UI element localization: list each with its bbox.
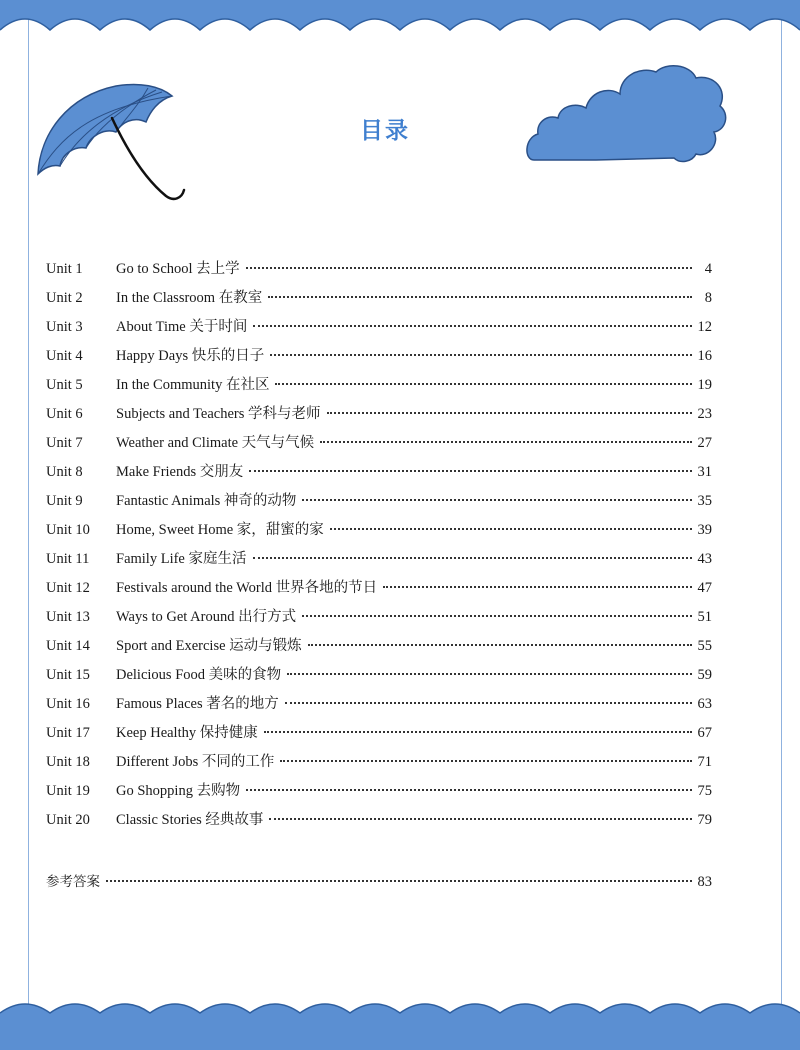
toc-entry-answers[interactable] <box>46 870 712 891</box>
bottom-scalloped-border <box>0 995 800 1050</box>
toc-title: Festivals around the World 世界各地的节日 <box>116 580 378 596</box>
toc-entry-unit-18[interactable] <box>46 750 712 779</box>
toc-title: Fantastic Animals 神奇的动物 <box>116 493 297 509</box>
toc-title: Different Jobs 不同的工作 <box>116 754 275 770</box>
toc-title: Famous Places 著名的地方 <box>116 696 279 712</box>
toc-leader-dots <box>330 528 692 530</box>
toc-page-number: 27 <box>697 435 712 451</box>
toc-entry-unit-10[interactable] <box>46 518 712 547</box>
toc-unit-label: Unit 12 <box>46 580 90 596</box>
toc-page-number: 16 <box>697 348 712 364</box>
toc-entry-unit-14[interactable] <box>46 634 712 663</box>
toc-unit-label: Unit 4 <box>46 348 83 364</box>
toc-page-number: 12 <box>697 319 712 335</box>
toc-entry-unit-20[interactable] <box>46 808 712 837</box>
toc-page-number: 39 <box>697 522 712 538</box>
toc-page-number: 51 <box>697 609 712 625</box>
toc-title: Family Life 家庭生活 <box>116 551 247 567</box>
toc-entry-unit-3[interactable] <box>46 315 712 344</box>
toc-unit-label: Unit 11 <box>46 551 90 567</box>
answers-page-number: 83 <box>697 874 712 890</box>
toc-leader-dots <box>270 354 691 356</box>
toc-page-number: 55 <box>697 638 712 654</box>
toc-page-number: 35 <box>697 493 712 509</box>
toc-entry-unit-7[interactable] <box>46 431 712 460</box>
toc-unit-label: Unit 19 <box>46 783 90 799</box>
umbrella-icon <box>30 78 200 210</box>
toc-leader-dots <box>383 586 691 588</box>
page-title: 目录 <box>360 118 410 144</box>
toc-title: Subjects and Teachers 学科与老师 <box>116 406 321 422</box>
toc-title: Sport and Exercise 运动与锻炼 <box>116 638 302 654</box>
toc-page-number: 23 <box>697 406 712 422</box>
toc-leader-dots <box>268 296 692 298</box>
toc-leader-dots <box>253 325 691 327</box>
toc-page-number: 79 <box>697 812 712 828</box>
toc-entry-unit-11[interactable] <box>46 547 712 576</box>
toc-page-number: 31 <box>697 464 712 480</box>
toc-entry-unit-16[interactable] <box>46 692 712 721</box>
toc-unit-label: Unit 1 <box>46 261 83 277</box>
toc-page-number: 8 <box>704 290 712 306</box>
toc-entry-unit-6[interactable] <box>46 402 712 431</box>
toc-entry-unit-13[interactable] <box>46 605 712 634</box>
toc-title: Go Shopping 去购物 <box>116 783 241 799</box>
toc-title: Home, Sweet Home 家，甜蜜的家 <box>116 522 324 538</box>
toc-leader-dots <box>320 441 691 443</box>
toc-title: Ways to Get Around 出行方式 <box>116 609 297 625</box>
toc-title: Go to School 去上学 <box>116 261 240 277</box>
toc-leader-dots <box>308 644 692 646</box>
toc-leader-dots <box>269 818 691 820</box>
toc-title: Classic Stories 经典故事 <box>116 812 264 828</box>
toc-unit-label: Unit 6 <box>46 406 83 422</box>
toc-entry-unit-2[interactable] <box>46 286 712 315</box>
toc-title: Happy Days 快乐的日子 <box>116 348 265 364</box>
toc-leader-dots <box>327 412 692 414</box>
toc-page-number: 47 <box>697 580 712 596</box>
toc-leader-dots <box>287 673 691 675</box>
toc-unit-label: Unit 3 <box>46 319 83 335</box>
toc-leader-dots <box>264 731 692 733</box>
toc-leader-dots <box>285 702 692 704</box>
toc-unit-label: Unit 18 <box>46 754 90 770</box>
toc-entry-unit-17[interactable] <box>46 721 712 750</box>
toc-title: Delicious Food 美味的食物 <box>116 667 282 683</box>
toc-unit-label: Unit 13 <box>46 609 90 625</box>
toc-entry-unit-8[interactable] <box>46 460 712 489</box>
toc-page-number: 4 <box>704 261 712 277</box>
toc-list <box>46 257 712 837</box>
toc-unit-label: Unit 2 <box>46 290 83 306</box>
toc-unit-label: Unit 9 <box>46 493 83 509</box>
toc-leader-dots <box>253 557 692 559</box>
toc-leader-dots <box>106 880 692 882</box>
toc-entry-unit-4[interactable] <box>46 344 712 373</box>
toc-page-number: 63 <box>697 696 712 712</box>
toc-title: In the Community 在社区 <box>116 377 270 393</box>
toc-unit-label: Unit 7 <box>46 435 83 451</box>
toc-entry-unit-9[interactable] <box>46 489 712 518</box>
toc-page-number: 71 <box>697 754 712 770</box>
toc-leader-dots <box>302 499 691 501</box>
toc-page-number: 59 <box>697 667 712 683</box>
toc-unit-label: Unit 17 <box>46 725 90 741</box>
toc-title: Weather and Climate 天气与气候 <box>116 435 315 451</box>
toc-page-number: 67 <box>697 725 712 741</box>
toc-entry-unit-5[interactable] <box>46 373 712 402</box>
cloud-icon <box>524 62 730 168</box>
toc-page-number: 19 <box>697 377 712 393</box>
toc-page-number: 75 <box>697 783 712 799</box>
toc-title: Make Friends 交朋友 <box>116 464 244 480</box>
toc-leader-dots <box>275 383 691 385</box>
toc-leader-dots <box>246 789 691 791</box>
toc-unit-label: Unit 10 <box>46 522 90 538</box>
toc-leader-dots <box>246 267 692 269</box>
toc-leader-dots <box>249 470 691 472</box>
toc-entry-unit-1[interactable] <box>46 257 712 286</box>
toc-title: In the Classroom 在教室 <box>116 290 263 306</box>
toc-unit-label: Unit 16 <box>46 696 90 712</box>
toc-unit-label: Unit 20 <box>46 812 90 828</box>
toc-unit-label: Unit 8 <box>46 464 83 480</box>
toc-leader-dots <box>280 760 691 762</box>
toc-unit-label: Unit 15 <box>46 667 90 683</box>
toc-entry-unit-12[interactable] <box>46 576 712 605</box>
toc-page-number: 43 <box>697 551 712 567</box>
toc-title: Keep Healthy 保持健康 <box>116 725 258 741</box>
toc-unit-label: Unit 14 <box>46 638 90 654</box>
toc-title: About Time 关于时间 <box>116 319 248 335</box>
top-scalloped-border <box>0 0 800 48</box>
toc-entry-unit-19[interactable] <box>46 779 712 808</box>
toc-entry-unit-15[interactable] <box>46 663 712 692</box>
toc-leader-dots <box>302 615 691 617</box>
answers-title: 参考答案 <box>46 874 100 890</box>
toc-unit-label: Unit 5 <box>46 377 83 393</box>
